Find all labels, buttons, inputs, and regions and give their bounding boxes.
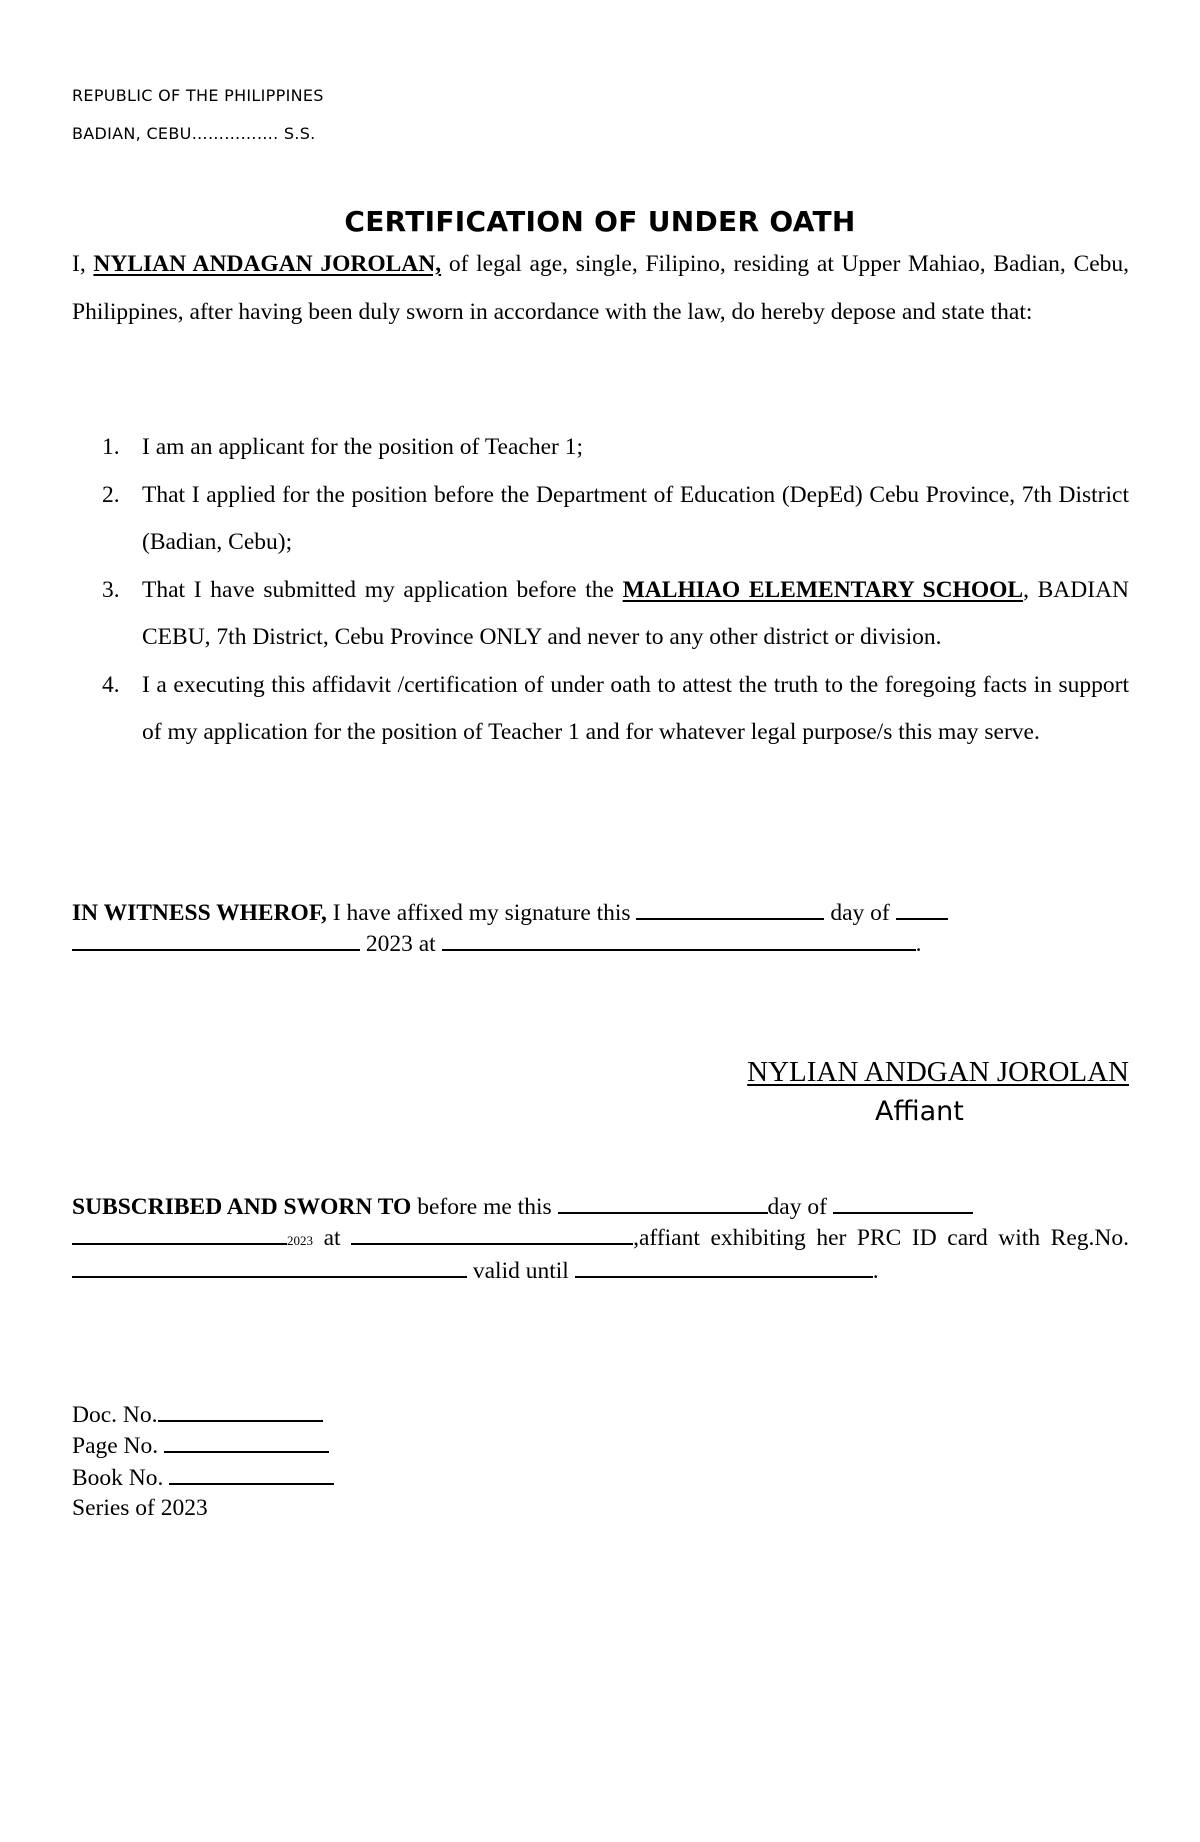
jurat-heading: SUBSCRIBED AND SWORN TO [72, 1194, 412, 1220]
month-continued-blank[interactable] [72, 929, 360, 951]
jurat-day-blank[interactable] [558, 1192, 768, 1214]
witness-text: I have affixed my signature this [326, 900, 637, 926]
page-no-blank[interactable] [164, 1431, 329, 1453]
statement-list [72, 424, 1129, 757]
list-item [72, 662, 1129, 757]
book-no-blank[interactable] [169, 1463, 334, 1485]
jurat-text: valid until [467, 1258, 575, 1284]
doc-no-blank[interactable] [158, 1400, 323, 1422]
jurat-text: ,affiant exhibiting her PRC ID card with Reg.No. [633, 1225, 1129, 1251]
place-blank[interactable] [442, 929, 916, 951]
affiant-name-inline: NYLIAN ANDAGAN JOROLAN, [93, 251, 442, 277]
page-no-label: Page No. [72, 1433, 165, 1459]
intro-text: of legal age, single, Filipino, residing at Upper Mahiao, Badian, Cebu, Philippines, after having been duly sworn in accordance with the law, do hereby depose and state that: [72, 251, 1129, 325]
book-no-line [72, 1463, 334, 1492]
reg-no-blank[interactable] [72, 1256, 467, 1278]
list-item-text: That I have submitted my application before the [142, 576, 623, 603]
list-item [72, 567, 1129, 662]
witness-text: 2023 at [360, 931, 442, 957]
jurat-year: 2023 [287, 1233, 313, 1248]
page-no-line [72, 1431, 329, 1460]
witness-paragraph [72, 898, 1129, 960]
list-item-text: That I applied for the position before the Department of Education (DepEd) Cebu Province, 7th District (Badian, Cebu); [142, 481, 1129, 555]
list-item-number: 3. [102, 576, 120, 603]
list-item-number: 1. [102, 434, 120, 460]
list-item-text: I a executing this affidavit /certification of under oath to attest the truth to the foregoing facts in support of my application for the position of Teacher 1 and for whatever legal purpose/s this may serve. [142, 671, 1129, 745]
valid-until-blank[interactable] [575, 1256, 873, 1278]
jurat-end: . [872, 1258, 879, 1284]
list-item-text: I am an applicant for the position of Teacher 1; [142, 434, 584, 460]
header-venue: BADIAN, CEBU……………. S.S. [72, 124, 316, 143]
doc-no-label: Doc. No. [72, 1402, 158, 1428]
list-item-number: 4. [102, 671, 120, 698]
affiant-signature-name: NYLIAN ANDGAN JOROLAN [747, 1056, 1129, 1088]
list-item-number: 2. [102, 481, 120, 508]
jurat-month-continued-blank[interactable] [72, 1223, 287, 1245]
affiant-label: Affiant [875, 1096, 964, 1127]
witness-end: . [915, 931, 922, 957]
school-name: MALHIAO ELEMENTARY SCHOOL [622, 576, 1024, 603]
list-item-text: , BADIAN CEBU, 7th District, Cebu Province ONLY and never to any other district or division. [142, 576, 1130, 650]
signature-day-blank[interactable] [636, 898, 824, 920]
series-line: Series of 2023 [72, 1495, 208, 1521]
month-blank[interactable] [896, 898, 948, 920]
list-item [72, 424, 1129, 472]
intro-prefix: I, [72, 251, 94, 277]
book-no-label: Book No. [72, 1465, 170, 1491]
jurat-place-blank[interactable] [351, 1223, 633, 1245]
jurat-text: at [313, 1225, 352, 1251]
jurat-month-blank[interactable] [833, 1192, 973, 1214]
document-title: CERTIFICATION OF UNDER OATH [344, 205, 856, 238]
list-item [72, 472, 1129, 567]
jurat-paragraph [72, 1192, 1129, 1287]
witness-heading: IN WITNESS WHEROF, [72, 900, 327, 926]
header-republic: REPUBLIC OF THE PHILIPPINES [72, 86, 324, 105]
jurat-text: day of [767, 1194, 833, 1220]
intro-paragraph [72, 240, 1129, 336]
doc-no-line [72, 1400, 323, 1429]
jurat-text: before me this [411, 1194, 558, 1220]
witness-text: day of [824, 900, 896, 926]
